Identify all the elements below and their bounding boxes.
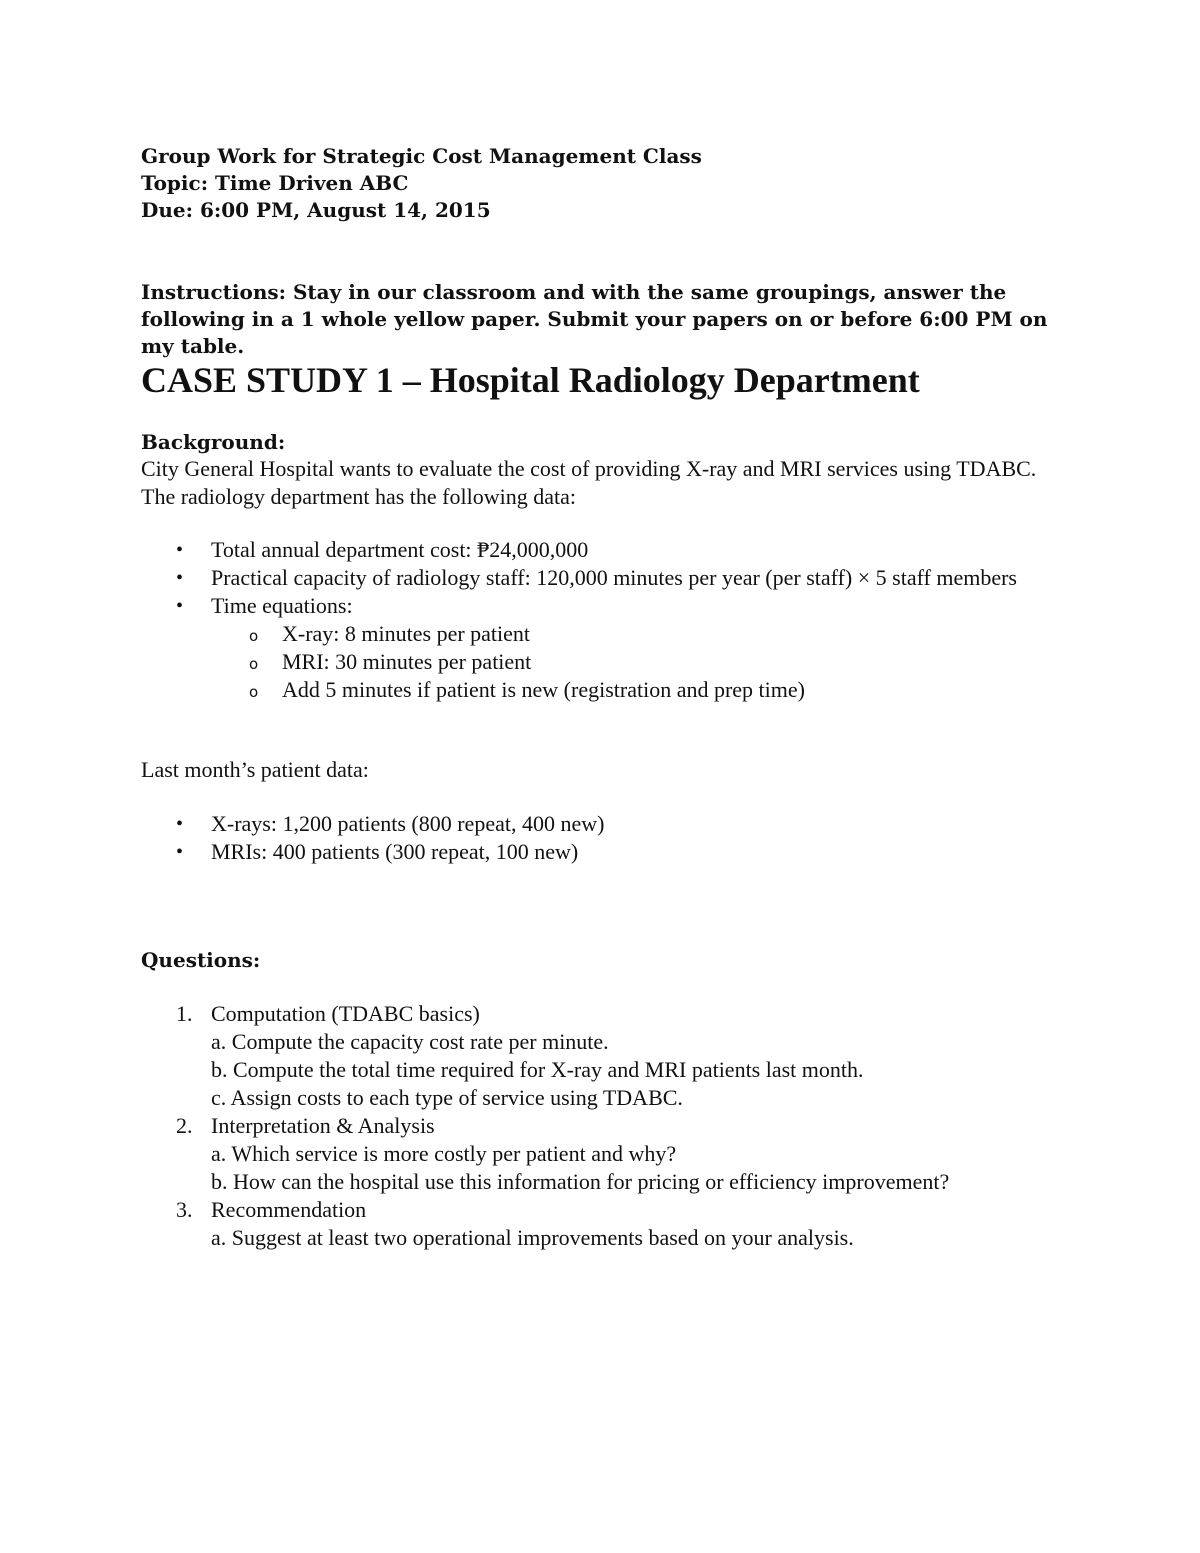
question-sub-item: c. Assign costs to each type of service using TDABC.: [211, 1085, 683, 1110]
list-item: [141, 564, 1041, 592]
question-sub-item: a. Compute the capacity cost rate per minute.: [211, 1029, 609, 1054]
list-item: [211, 620, 1041, 648]
list-item: [211, 676, 1041, 704]
question-item: [141, 1000, 1041, 1112]
circle-bullet-icon: o: [249, 627, 259, 645]
bullet-icon: •: [176, 567, 184, 589]
question-title: Interpretation & Analysis: [211, 1113, 435, 1138]
question-title: Recommendation: [211, 1197, 367, 1222]
question-sub-item: a. Which service is more costly per patient and why?: [211, 1141, 677, 1166]
question-sub-item: b. Compute the total time required for X-ray and MRI patients last month.: [211, 1057, 864, 1082]
list-item: [141, 592, 1041, 620]
list-item: [141, 536, 1041, 564]
header-line-topic: Topic: Time Driven ABC: [141, 171, 409, 195]
question-number: 3.: [176, 1197, 193, 1222]
last-month-label: Last month’s patient data:: [141, 757, 369, 782]
questions-label: Questions:: [141, 948, 261, 972]
background-text: City General Hospital wants to evaluate the cost of providing X-ray and MRI services using TDABC. The radiology department has the following data:: [141, 456, 1037, 509]
header-line-class: Group Work for Strategic Cost Management Class: [141, 144, 702, 168]
circle-bullet-icon: o: [249, 655, 259, 673]
question-item: [141, 1196, 1041, 1252]
list-item-text: Total annual department cost: ₱24,000,000: [211, 537, 589, 562]
list-item-text: X-rays: 1,200 patients (800 repeat, 400 new): [211, 811, 605, 836]
background-label: Background:: [141, 430, 286, 454]
patient-data-list: [141, 810, 1041, 866]
circle-bullet-icon: o: [249, 683, 259, 701]
question-number: 2.: [176, 1113, 193, 1138]
bullet-icon: •: [176, 813, 184, 835]
instructions-text: Instructions: Stay in our classroom and with the same groupings, answer the following in a 1 whole yellow paper. Submit your papers on or before 6:00 PM on my table.: [141, 280, 1048, 358]
list-item-text: MRIs: 400 patients (300 repeat, 100 new): [211, 839, 579, 864]
question-title: Computation (TDABC basics): [211, 1001, 480, 1026]
list-item: [211, 648, 1041, 676]
list-item: [141, 838, 1041, 866]
case-study-title: CASE STUDY 1 – Hospital Radiology Department: [141, 360, 920, 400]
question-sub-item: a. Suggest at least two operational improvements based on your analysis.: [211, 1225, 854, 1250]
list-item-text: MRI: 30 minutes per patient: [282, 649, 532, 674]
bullet-icon: •: [176, 841, 184, 863]
header-line-due: Due: 6:00 PM, August 14, 2015: [141, 198, 491, 222]
list-item-text: Add 5 minutes if patient is new (registration and prep time): [282, 677, 805, 702]
time-equations-list: [211, 620, 1041, 704]
list-item: [141, 810, 1041, 838]
department-data-list: [141, 536, 1041, 704]
list-item-text: X-ray: 8 minutes per patient: [282, 621, 531, 646]
question-sub-item: b. How can the hospital use this information for pricing or efficiency improvement?: [211, 1169, 950, 1194]
question-number: 1.: [176, 1001, 193, 1026]
questions-list: [141, 1000, 1041, 1252]
header-block: [141, 143, 1071, 224]
bullet-icon: •: [176, 539, 184, 561]
question-item: [141, 1112, 1041, 1196]
list-item-text: Practical capacity of radiology staff: 120,000 minutes per year (per staff) × 5 staff members: [211, 565, 1017, 590]
bullet-icon: •: [176, 595, 184, 617]
list-item-text: Time equations:: [211, 593, 353, 618]
